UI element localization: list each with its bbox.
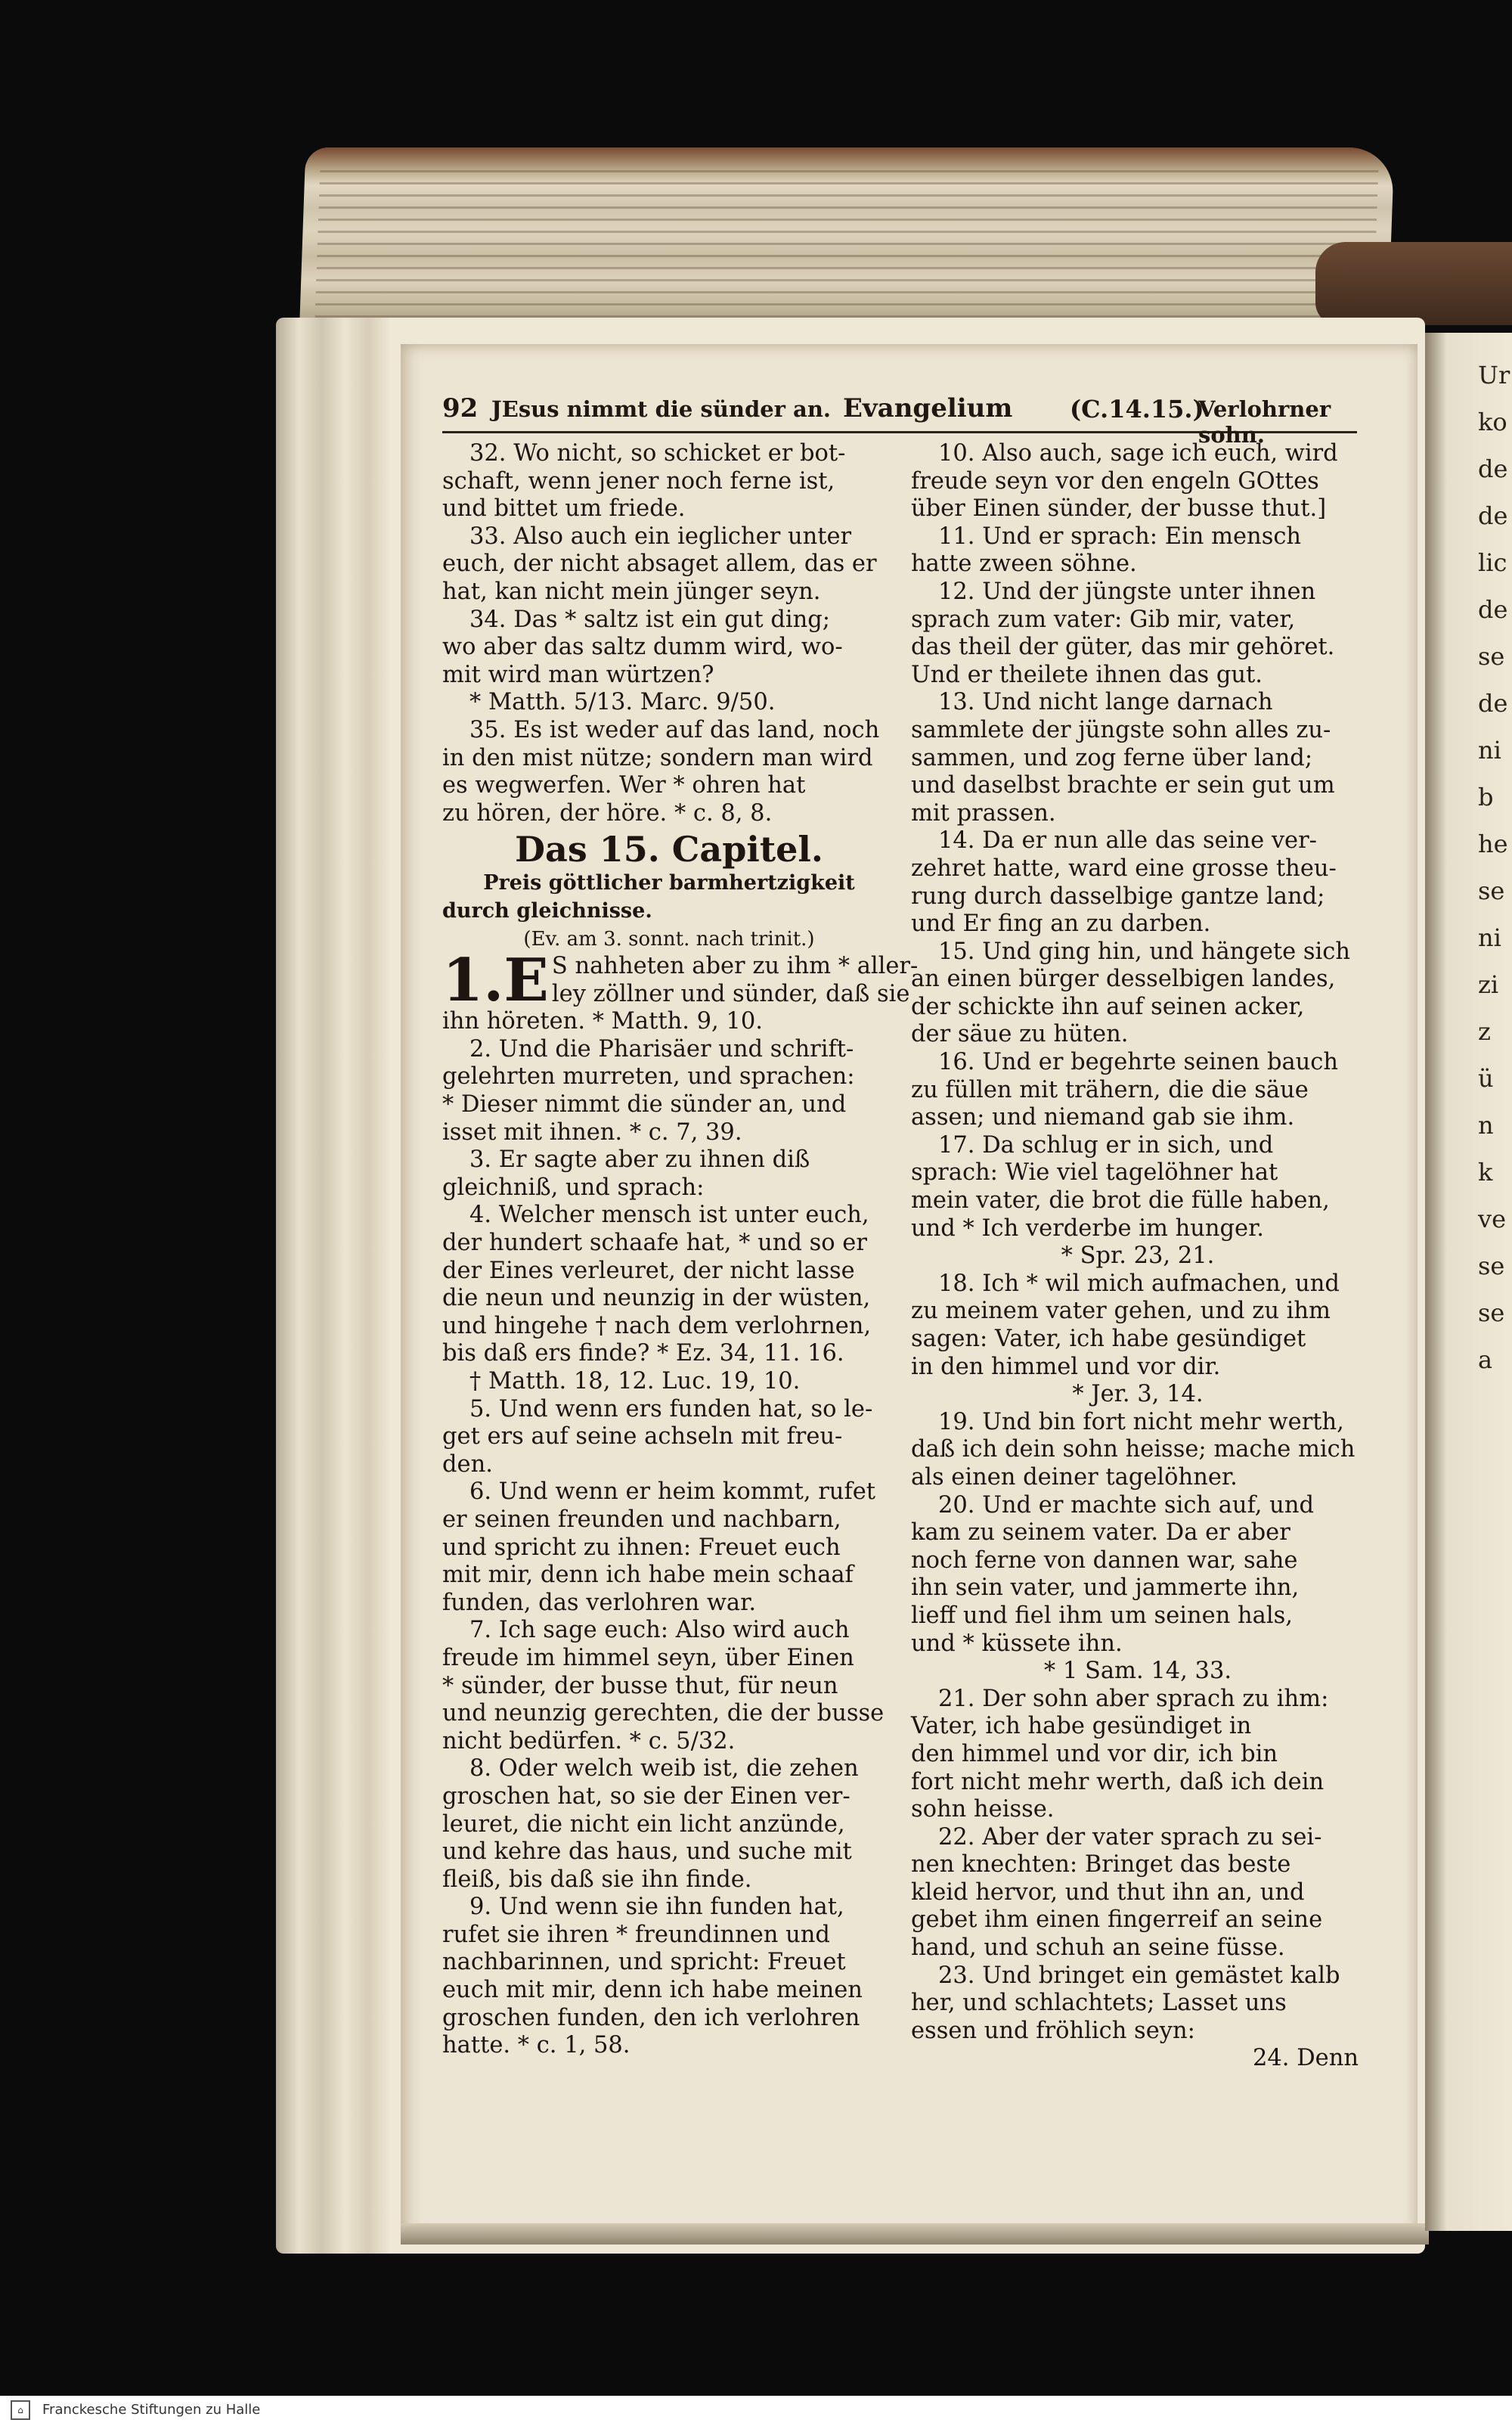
text-line: 15. Und ging hin, und hängete sich [938,938,1351,965]
text-line: über Einen sünder, der busse thut.] [911,495,1327,523]
page-bottom-edge [401,2223,1429,2245]
facing-page-fragment: n [1478,1111,1494,1140]
text-line: und * küssete ihn. [911,1630,1123,1657]
text-line: der Eines verleuret, der nicht lasse [442,1257,855,1284]
text-line: 17. Da schlug er in sich, und [938,1131,1274,1159]
text-line: der schickte ihn auf seinen acker, [911,993,1305,1020]
text-line: zehret hatte, ward eine grosse theu- [911,855,1337,882]
text-line: 4. Welcher mensch ist unter euch, [469,1202,869,1229]
institution-name: Franckesche Stiftungen zu Halle [42,2402,261,2418]
header-center-title: Evangelium [843,393,1013,423]
text-line: mit wird man würtzen? [442,661,714,688]
text-line: sprach: Wie viel tagelöhner hat [911,1159,1278,1187]
text-line: 12. Und der jüngste unter ihnen [938,578,1316,605]
running-header [442,392,1357,448]
text-line: groschen hat, so sie der Einen ver- [442,1782,850,1810]
book-clasp [1315,242,1512,325]
text-line: zu meinem vater gehen, und zu ihm [911,1298,1331,1325]
feast-note: (Ev. am 3. sonnt. nach trinit.) [523,927,815,951]
text-line: mit mir, denn ich habe mein schaaf [442,1562,854,1589]
text-line: in den mist nütze; sondern man wird [442,744,873,771]
facing-page-fragment: ko [1478,408,1507,436]
text-line: sohn heisse. [911,1796,1055,1823]
text-line: sammen, und zog ferne über land; [911,744,1313,771]
text-line: 8. Oder welch weib ist, die zehen [469,1755,859,1782]
institution-logo-icon: ⌂ [11,2400,30,2420]
text-line: 16. Und er begehrte seinen bauch [938,1049,1339,1076]
text-line: Vater, ich habe gesündiget in [911,1713,1252,1740]
footer-bar [0,2396,1512,2426]
facing-page-fragment: ni [1478,923,1501,952]
facing-page-fragment: zi [1478,970,1499,999]
text-line: kam zu seinem vater. Da er aber [911,1519,1290,1546]
text-line: er seinen freunden und nachbarn, [442,1506,841,1533]
text-line: und bittet um friede. [442,495,686,523]
text-line: euch, der nicht absaget allem, das er [442,551,877,578]
text-line: 5. Und wenn ers funden hat, so le- [469,1395,873,1422]
text-line: daß ich dein sohn heisse; mache mich [911,1436,1356,1463]
facing-page-fragment: lic [1478,548,1507,577]
page-number: 92 [442,393,479,423]
text-line: get ers auf seine achseln mit freu- [442,1423,843,1450]
text-line: fort nicht mehr werth, daß ich dein [911,1768,1325,1795]
text-line: ihn höreten. * Matth. 9, 10. [442,1008,763,1035]
text-line: Und er theilete ihnen das gut. [911,661,1263,688]
text-line: zu füllen mit trähern, die die säue [911,1076,1309,1103]
text-line: gleichniß, und sprach: [442,1174,705,1201]
text-line: assen; und niemand gab sie ihm. [911,1104,1295,1131]
text-line: den. [442,1450,493,1478]
facing-page-fragment: de [1478,595,1508,624]
header-right-title: Verlohrner sohn. [1198,396,1331,448]
text-line: sagen: Vater, ich habe gesündiget [911,1326,1306,1352]
text-line: † Matth. 18, 12. Luc. 19, 10. [469,1368,801,1394]
text-line: 3. Er sagte aber zu ihnen diß [469,1146,810,1174]
facing-page-fragment: se [1478,642,1505,671]
text-line: den himmel und vor dir, ich bin [911,1740,1278,1767]
facing-page-fragment: Ur [1478,361,1510,389]
text-line: nen knechten: Bringet das beste [911,1851,1291,1878]
text-line: freude seyn vor den engeln GOttes [911,467,1319,495]
chapter-heading: Das 15. Capitel. [515,829,823,870]
text-line: ley zöllner und sünder, daß sie [551,980,910,1007]
text-line: gebet ihm einen fingerreif an seine [911,1906,1323,1934]
text-line: 18. Ich * wil mich aufmachen, und [938,1270,1340,1297]
text-line: in den himmel und vor dir. [911,1353,1221,1380]
text-line: funden, das verlohren war. [442,1589,757,1616]
text-line: 34. Das * saltz ist ein gut ding; [469,606,831,633]
text-column-right [911,440,1365,2073]
text-line: wo aber das saltz dumm wird, wo- [442,634,843,661]
text-line: hand, und schuh an seine füsse. [911,1934,1285,1962]
text-line: 33. Also auch ein ieglicher unter [469,523,852,550]
header-left-title: JEsus nimmt die sünder an. [491,396,832,422]
facing-page-fragment: se [1478,1298,1505,1327]
text-line: * sünder, der busse thut, für neun [442,1672,838,1699]
text-line: * Dieser nimmt die sünder an, und [442,1091,847,1118]
facing-page-fragment: b [1478,783,1494,811]
facing-page-fragment: k [1478,1158,1493,1187]
text-line: mein vater, die brot die fülle haben, [911,1187,1330,1215]
text-line: bis daß ers finde? * Ez. 34, 11. 16. [442,1340,844,1367]
text-line: mit prassen. [911,799,1056,827]
facing-page-fragment: se [1478,1252,1505,1280]
text-line: euch mit mir, denn ich habe meinen [442,1977,863,2004]
text-line: groschen funden, den ich verlohren [442,2004,860,2031]
text-line: an einen bürger desselbigen landes, [911,966,1336,993]
text-line: ihn sein vater, und jammerte ihn, [911,1574,1300,1602]
text-line: als einen deiner tagelöhner. [911,1463,1238,1491]
text-line: und spricht zu ihnen: Freuet euch [442,1534,841,1561]
text-line: 23. Und bringet ein gemästet kalb [938,1962,1340,1989]
text-line: 9. Und wenn sie ihn funden hat, [469,1894,844,1921]
drop-cap: 1.E [442,946,549,1016]
facing-page-fragment: a [1478,1345,1493,1374]
text-line: * Matth. 5/13. Marc. 9/50. [469,689,776,716]
text-line: isset mit ihnen. * c. 7, 39. [442,1118,742,1146]
text-line: 22. Aber der vater sprach zu sei- [938,1823,1322,1851]
text-line: 32. Wo nicht, so schicket er bot- [469,440,846,467]
facing-page-text-fragments [1478,363,1512,1394]
text-line: und Er fing an zu darben. [911,911,1211,938]
book-top-edge [299,147,1395,337]
text-column-left [442,440,919,2060]
text-line: das theil der güter, das mir gehöret. [911,634,1335,661]
text-line: 2. Und die Pharisäer und schrift- [469,1035,854,1063]
facing-page-fragment: se [1478,876,1505,905]
text-line: 10. Also auch, sage ich euch, wird [938,440,1338,467]
facing-page-fragment: de [1478,501,1508,530]
text-line: rung durch dasselbige gantze land; [911,883,1325,910]
facing-page-fragment: ve [1478,1205,1507,1233]
text-line: 24. Denn [1253,2045,1359,2072]
text-line: noch ferne von dannen war, sahe [911,1546,1298,1574]
text-line: und neunzig gerechten, die der busse [442,1700,885,1727]
text-line: und kehre das haus, und suche mit [442,1838,852,1866]
facing-page-fragment: z [1478,1017,1491,1046]
text-line: schaft, wenn jener noch ferne ist, [442,467,835,495]
text-line: 21. Der sohn aber sprach zu ihm: [938,1685,1329,1712]
text-line: kleid hervor, und thut ihn an, und [911,1878,1305,1906]
facing-page-fragment: ni [1478,736,1501,765]
text-line: der säue zu hüten. [911,1021,1129,1048]
text-line: nachbarinnen, und spricht: Freuet [442,1949,846,1976]
facing-page-fragment: de [1478,689,1508,718]
text-line-body: S nahheten aber zu ihm * aller- [551,953,919,980]
text-line: 6. Und wenn er heim kommt, rufet [469,1478,876,1506]
text-line: sprach zum vater: Gib mir, vater, [911,606,1296,633]
text-line: * Jer. 3, 14. [1072,1381,1204,1408]
text-line: 20. Und er machte sich auf, und [938,1491,1314,1519]
facing-page-fragment: he [1478,830,1508,858]
text-line: * 1 Sam. 14, 33. [1043,1658,1232,1685]
facing-page-fragment: de [1478,454,1508,483]
text-line: leuret, die nicht ein licht anzünde, [442,1810,845,1838]
text-line: essen und fröhlich seyn: [911,2017,1195,2044]
text-line: die neun und neunzig in der wüsten, [442,1285,871,1312]
text-line: rufet sie ihren * freundinnen und [442,1921,830,1948]
text-line: sammlete der jüngste sohn alles zu- [911,716,1331,743]
text-line: und hingehe † nach dem verlohrnen, [442,1312,872,1339]
text-line: durch gleichnisse. [442,898,652,923]
text-line: 14. Da er nun alle das seine ver- [938,827,1317,855]
text-line: lieff und fiel ihm um seinen hals, [911,1602,1293,1629]
text-line: * Spr. 23, 21. [1061,1242,1215,1270]
text-line: hatte zween söhne. [911,551,1137,578]
text-line: freude im himmel seyn, über Einen [442,1644,854,1671]
text-line: hat, kan nicht mein jünger seyn. [442,578,821,605]
text-line: und * Ich verderbe im hunger. [911,1215,1265,1242]
text-line: 13. Und nicht lange darnach [938,689,1273,716]
text-line: nicht bedürfen. * c. 5/32. [442,1727,736,1754]
text-line: fleiß, bis daß sie ihn finde. [442,1866,752,1893]
text-line: gelehrten murreten, und sprachen: [442,1063,855,1090]
header-chapter-ref: (C.14.15.) [1070,395,1204,423]
text-line: 19. Und bin fort nicht mehr werth, [938,1408,1344,1435]
text-line: 7. Ich sage euch: Also wird auch [469,1617,850,1644]
text-line: der hundert schaafe hat, * und so er [442,1230,867,1257]
text-line: her, und schlachtets; Lasset uns [911,1990,1287,2017]
text-line: 11. Und er sprach: Ein mensch [938,523,1302,550]
text-line: 35. Es ist weder auf das land, noch [469,716,880,743]
text-line: Preis göttlicher barmhertzigkeit [483,871,855,895]
text-line: und daselbst brachte er sein gut um [911,772,1335,799]
facing-page-fragment: ü [1478,1064,1494,1093]
text-line: zu hören, der höre. * c. 8, 8. [442,799,773,827]
text-line: es wegwerfen. Wer * ohren hat [442,772,806,799]
text-line: hatte. * c. 1, 58. [442,2032,631,2059]
